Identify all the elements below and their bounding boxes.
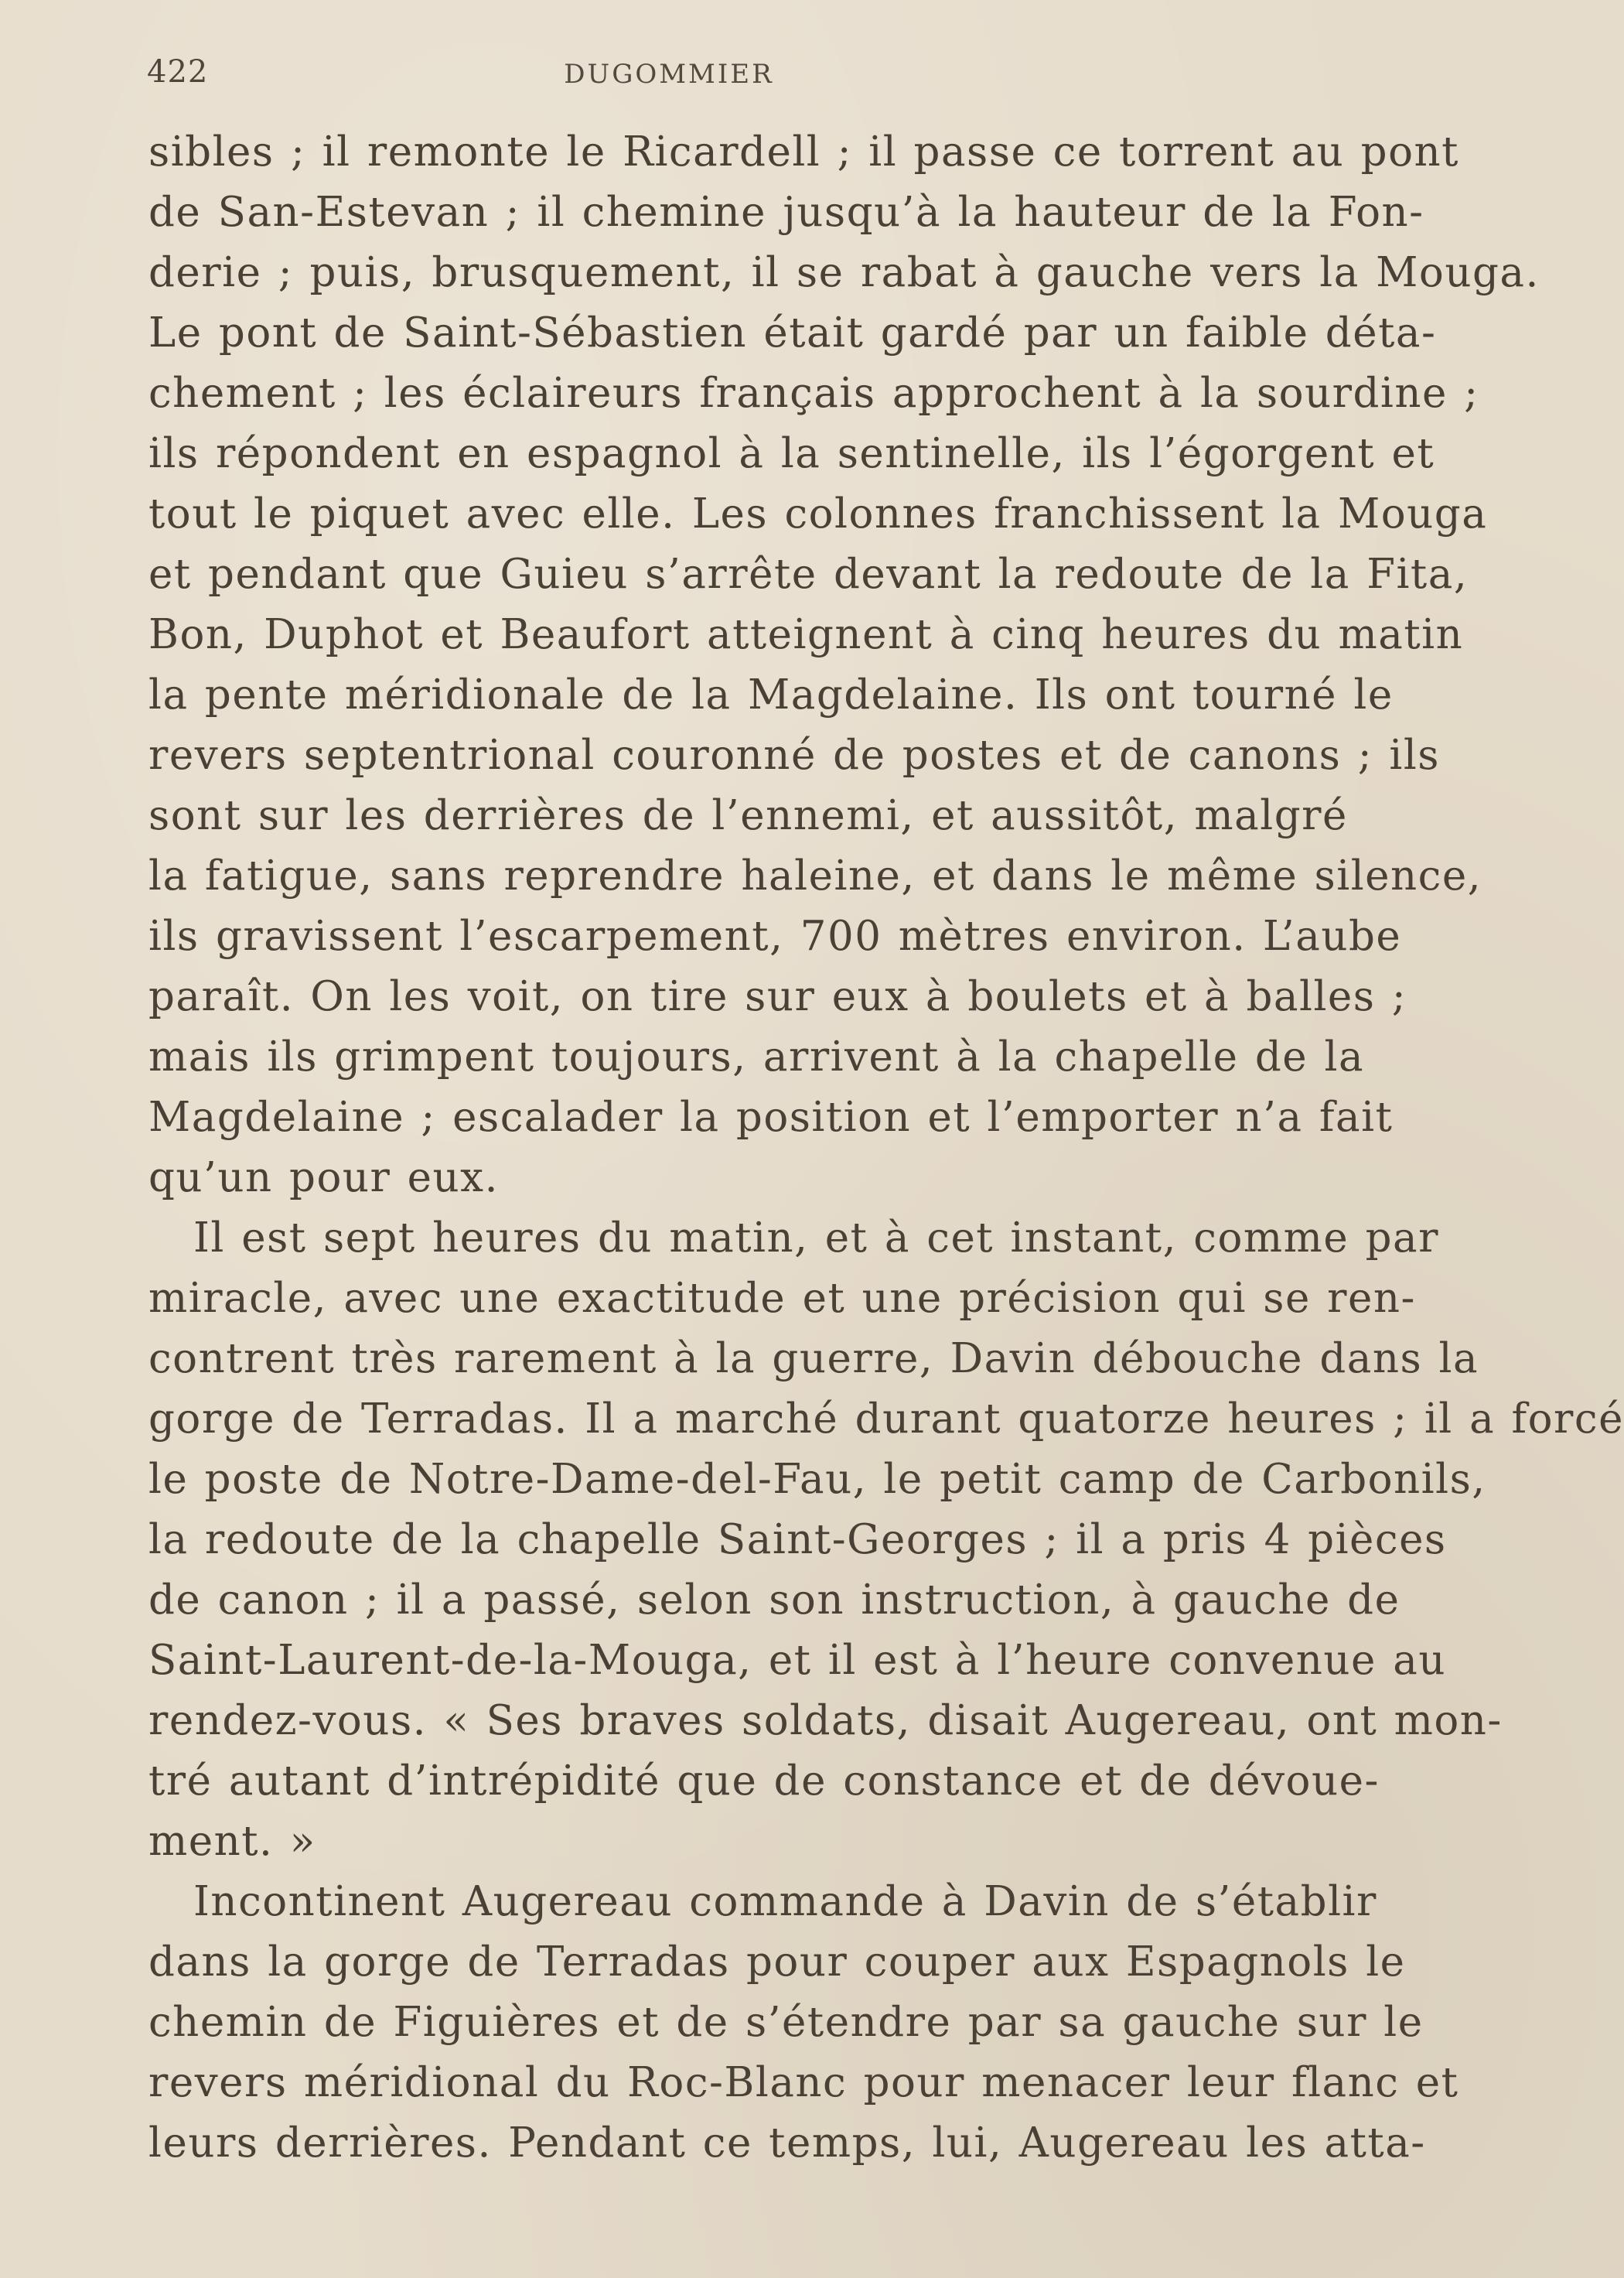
text-line: rendez-vous. « Ses braves soldats, disait Augereau, ont mon- [148, 1697, 1503, 1744]
text-line: dans la gorge de Terradas pour couper aux Espagnols le [148, 1938, 1406, 1986]
page-header [147, 54, 1307, 101]
text-line: gorge de Terradas. Il a marché durant quatorze heures ; il a forcé [148, 1395, 1624, 1443]
text-line: leurs derrières. Pendant ce temps, lui, Augereau les atta- [148, 2119, 1426, 2167]
text-line: et pendant que Guieu s’arrête devant la redoute de la Fita, [148, 551, 1469, 598]
text-line: tré autant d’intrépidité que de constance et de dévoue- [148, 1757, 1380, 1805]
text-line: Saint-Laurent-de-la-Mouga, et il est à l’heure convenue au [148, 1637, 1446, 1684]
paragraph-start-line: Incontinent Augereau commande à Davin de s’établir [193, 1878, 1377, 1925]
text-line: chemin de Figuières et de s’étendre par sa gauche sur le [148, 1999, 1424, 2046]
text-line: ils répondent en espagnol à la sentinelle, ils l’égorgent et [148, 430, 1435, 477]
text-line: revers septentrional couronné de postes et de canons ; ils [148, 732, 1440, 779]
text-line: la redoute de la chapelle Saint-Georges ; il a pris 4 pièces [148, 1516, 1447, 1563]
text-line: Bon, Duphot et Beaufort atteignent à cinq heures du matin [148, 611, 1464, 658]
text-line: chement ; les éclaireurs français approchent à la sourdine ; [148, 370, 1479, 417]
text-line: de San-Estevan ; il chemine jusqu’à la hauteur de la Fon- [148, 189, 1424, 236]
text-line: tout le piquet avec elle. Les colonnes franchissent la Mouga [148, 490, 1488, 538]
text-line: miracle, avec une exactitude et une précision qui se ren- [148, 1275, 1416, 1322]
text-line: sont sur les derrières de l’ennemi, et aussitôt, malgré [148, 792, 1348, 839]
text-line: revers méridional du Roc-Blanc pour menacer leur flanc et [148, 2059, 1459, 2106]
text-line: Le pont de Saint-Sébastien était gardé par un faible déta- [148, 309, 1437, 357]
page-number: 422 [147, 54, 209, 90]
body-text [148, 122, 1624, 2174]
text-line: Magdelaine ; escalader la position et l’emporter n’a fait [148, 1094, 1394, 1141]
text-line: la pente méridionale de la Magdelaine. Ils ont tourné le [148, 671, 1394, 719]
paragraph-end-line: qu’un pour eux. [148, 1154, 499, 1201]
text-line: mais ils grimpent toujours, arrivent à la chapelle de la [148, 1033, 1365, 1081]
text-line: de canon ; il a passé, selon son instruction, à gauche de [148, 1576, 1401, 1624]
text-line: la fatigue, sans reprendre haleine, et dans le même silence, [148, 852, 1482, 900]
text-line: derie ; puis, brusquement, il se rabat à gauche vers la Mouga. [148, 249, 1540, 296]
text-line: le poste de Notre-Dame-del-Fau, le petit camp de Carbonils, [148, 1456, 1486, 1503]
text-line: ils gravissent l’escarpement, 700 mètres environ. L’aube [148, 913, 1402, 960]
text-line: contrent très rarement à la guerre, Davin débouche dans la [148, 1335, 1479, 1382]
text-line: paraît. On les voit, on tire sur eux à boulets et à balles ; [148, 973, 1407, 1020]
paragraph-end-line: ment. » [148, 1818, 316, 1865]
text-line: sibles ; il remonte le Ricardell ; il passe ce torrent au pont [148, 128, 1459, 176]
running-title: DUGOMMIER [564, 59, 774, 90]
paragraph-start-line: Il est sept heures du matin, et à cet instant, comme par [193, 1214, 1439, 1262]
